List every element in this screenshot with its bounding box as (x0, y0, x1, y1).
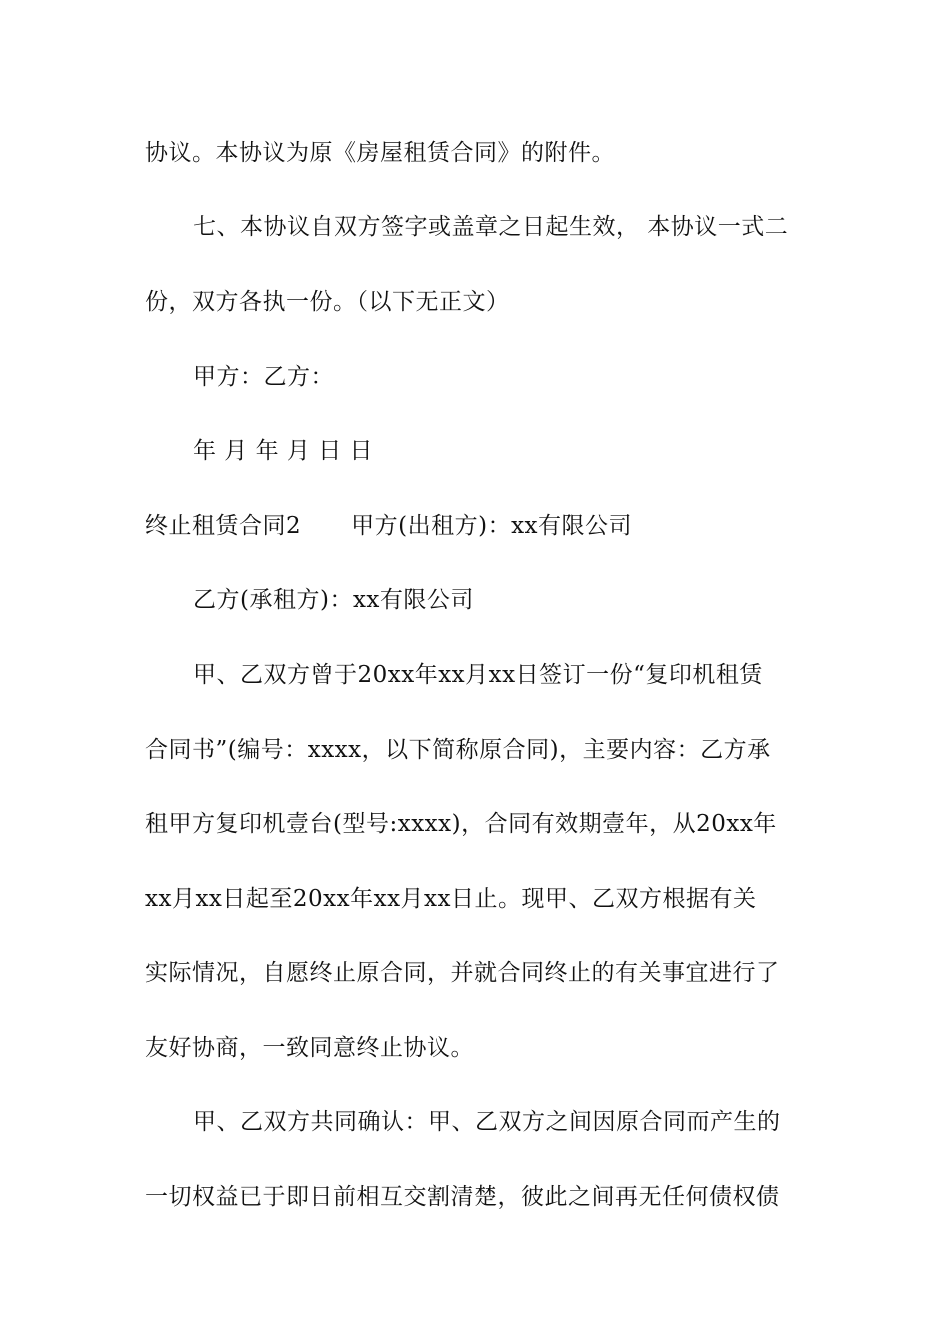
section-heading-line (145, 511, 815, 541)
party-a-line: 甲方(出租方)：xx有限公司 (351, 513, 633, 539)
paragraph-line: xx月xx日起至20xx年xx月xx日止。现甲、乙双方根据有关 (145, 886, 757, 912)
paragraph-line: 份，双方各执一份。（以下无正文） (145, 289, 510, 315)
paragraph-line: 合同书”(编号：xxxx，以下简称原合同)，主要内容：乙方承 (145, 737, 771, 763)
party-b-line: 乙方(承租方)：xx有限公司 (193, 587, 474, 613)
signature-dates: 年 月 年 月 日 日 (193, 438, 374, 464)
paragraph-line: 七、本协议自双方签字或盖章之日起生效， 本协议一式二 (193, 214, 789, 240)
section-title: 终止租赁合同2 (145, 513, 302, 539)
paragraph-line: 一切权益已于即日前相互交割清楚，彼此之间再无任何债权债 (145, 1184, 780, 1210)
signature-parties: 甲方：乙方： (193, 364, 334, 390)
paragraph-line: 租甲方复印机壹台(型号:xxxx)，合同有效期壹年，从20xx年 (145, 811, 777, 837)
paragraph-line: 协议。本协议为原《房屋租赁合同》的附件。 (145, 140, 615, 166)
paragraph-line: 友好协商，一致同意终止协议。 (145, 1035, 474, 1061)
paragraph-line: 实际情况，自愿终止原合同，并就合同终止的有关事宜进行了 (145, 960, 780, 986)
paragraph-line: 甲、乙双方曾于20xx年xx月xx日签订一份“复印机租赁 (193, 662, 763, 688)
paragraph-line: 甲、乙双方共同确认：甲、乙双方之间因原合同而产生的 (193, 1109, 781, 1135)
